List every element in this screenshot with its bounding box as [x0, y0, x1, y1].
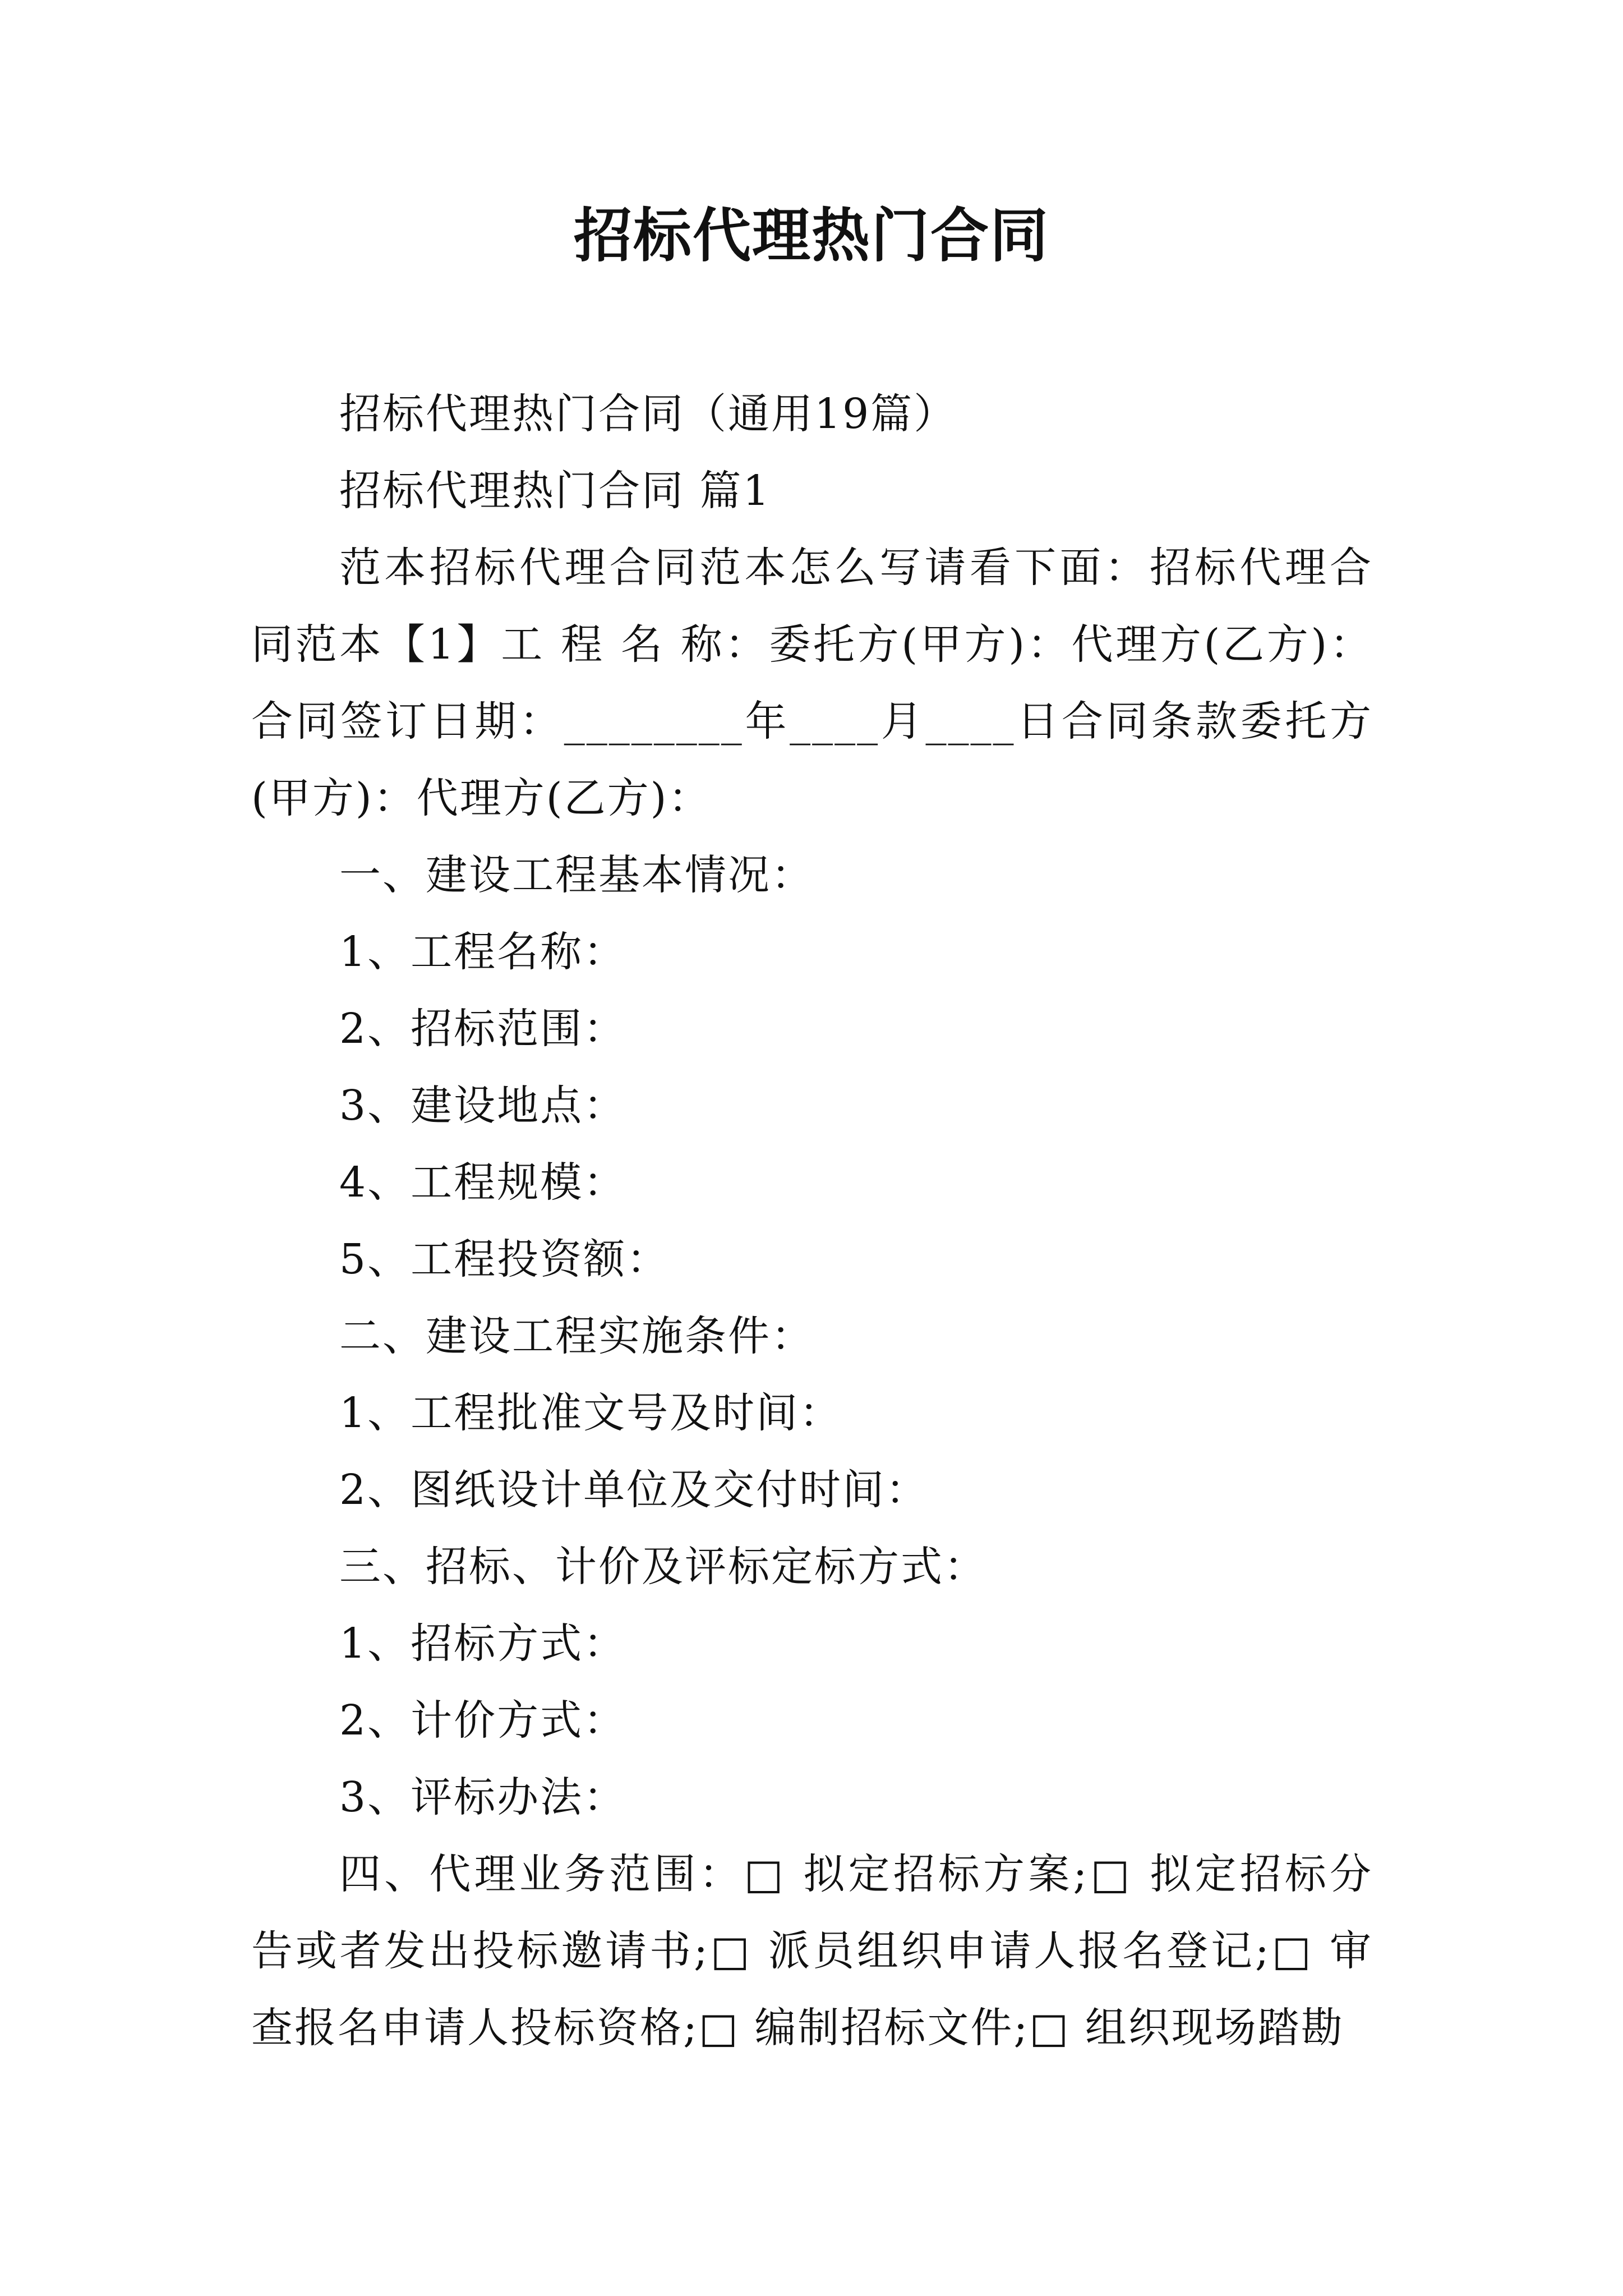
paragraph-item: 1、工程批准文号及时间：	[339, 1389, 843, 1437]
paragraph-item: 2、招标范围：	[339, 1005, 627, 1053]
paragraph-item: 3、建设地点：	[339, 1082, 627, 1130]
document-body	[251, 376, 1373, 2067]
document-title: 招标代理热门合同	[573, 201, 1049, 270]
paragraph-heading-3: 三、招标、计价及评标定标方式：	[339, 1543, 987, 1591]
paragraph-item: 5、工程投资额：	[339, 1235, 670, 1283]
paragraph-item: 3、评标办法：	[339, 1773, 627, 1821]
paragraph-subtitle: 招标代理热门合同（通用19篇）	[339, 390, 957, 438]
paragraph-intro: 范本招标代理合同范本怎么写请看下面：招标代理合同范本【1】工 程 名 称：委托方(甲方)：代理方(乙方)：合同签订日期：________年____月____日合同条款委托方(甲方)：代理方(乙方)：	[251, 544, 1373, 822]
paragraph-item: 4、工程规模：	[339, 1158, 627, 1207]
paragraph-heading-4: 四、代理业务范围：□ 拟定招标方案;□ 拟定招标分告或者发出投标邀请书;□ 派员组织申请人报名登记;□ 审查报名申请人投标资格;□ 编制招标文件;□ 组织现场踏勘	[251, 1850, 1373, 2052]
paragraph-heading-1: 一、建设工程基本情况：	[339, 851, 814, 899]
paragraph-item: 1、工程名称：	[339, 928, 627, 976]
paragraph-item: 2、图纸设计单位及交付时间：	[339, 1466, 929, 1514]
paragraph-section-heading: 招标代理热门合同 篇1	[339, 467, 771, 515]
paragraph-item: 2、计价方式：	[339, 1696, 627, 1745]
paragraph-heading-2: 二、建设工程实施条件：	[339, 1312, 814, 1360]
paragraph-item: 1、招标方式：	[339, 1619, 627, 1668]
